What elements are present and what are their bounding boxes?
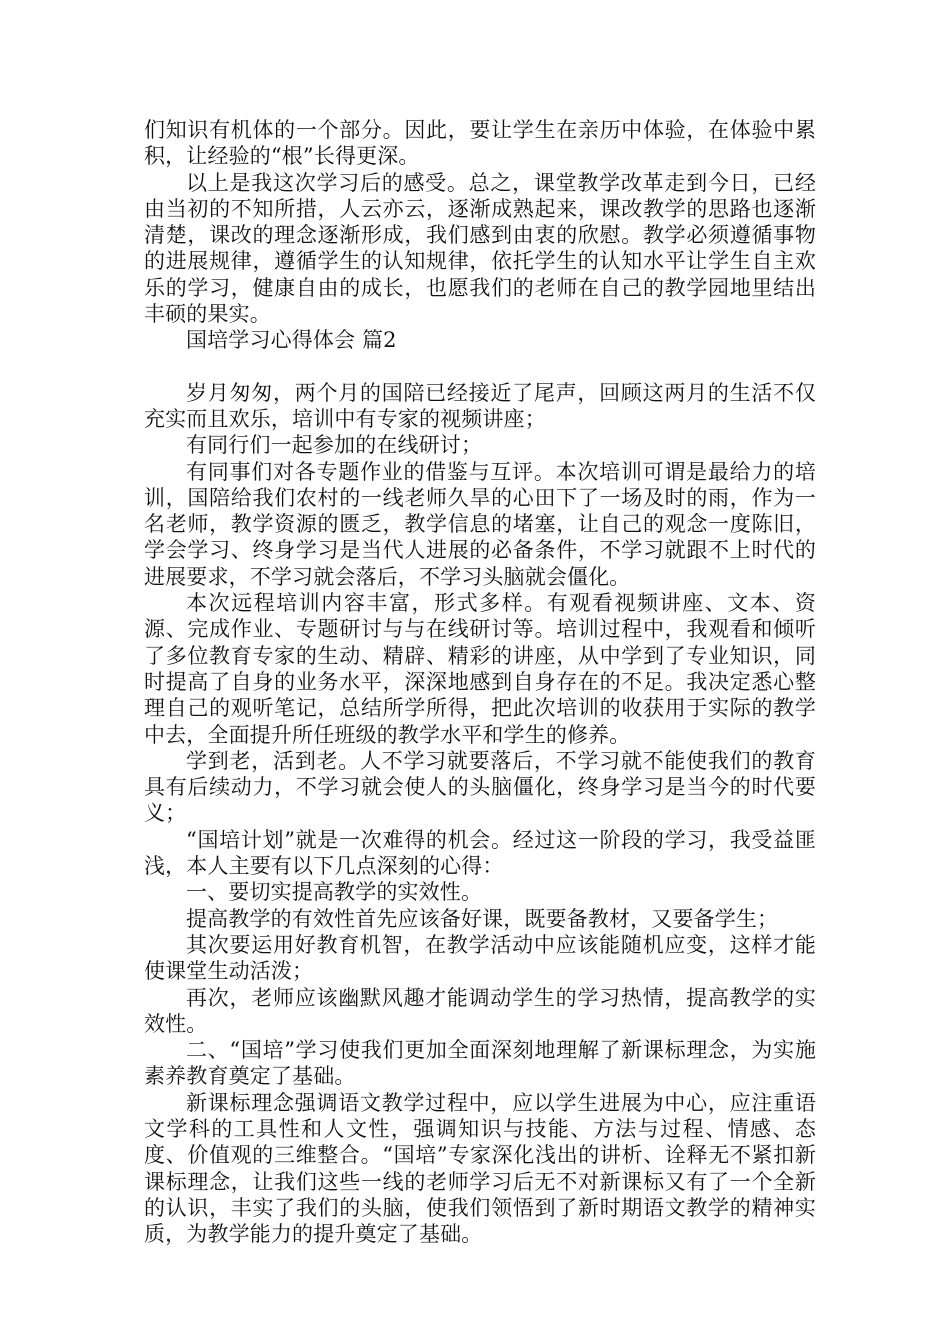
paragraph-1: 们知识有机体的一个部分。因此，要让学生在亲历中体验，在体验中累积，让经验的“根”长得更深。: [144, 118, 816, 169]
paragraph-4: 有同行们一起参加的在线研讨；: [186, 433, 483, 458]
section-title: 国培学习心得体会 篇2: [186, 328, 397, 353]
paragraph-11: 其次要运用好教育机智，在教学活动中应该能随机应变，这样才能使课堂生动活泼；: [144, 932, 816, 984]
paragraph-2: 以上是我这次学习后的感受。总之，课堂教学改革走到今日，已经由当初的不知所措，人云亦云，逐渐成熟起来，课改教学的思路也逐渐清楚，课改的理念逐渐形成，我们感到由衷的欣慰。教学必须遵循事物的进展规律，遵循学生的认知规律，依托学生的认知水平让学生自主欢乐的学习，健康自由的成长，也愿我们的老师在自己的教学园地里结出丰硕的果实。: [144, 170, 816, 327]
paragraph-14: 新课标理念强调语文教学过程中，应以学生进展为中心，应注重语文学科的工具性和人文性，强调知识与技能、方法与过程、情感、态度、价值观的三维整合。“国培”专家深化浅出的讲析、诠释无不紧扣新课标理念，让我们这些一线的老师学习后无不对新课标又有了一个全新的认识，丰实了我们的头脑，使我们领悟到了新时期语文教学的精神实质，为教学能力的提升奠定了基础。: [144, 1090, 816, 1247]
paragraph-5: 有同事们对各专题作业的借鉴与互评。本次培训可谓是最给力的培训，国陪给我们农村的一线老师久旱的心田下了一场及时的雨，作为一名老师，教学资源的匮乏，教学信息的堵塞，让自己的观念一度陈旧，学会学习、终身学习是当代人进展的必备条件，不学习就跟不上时代的进展要求，不学习就会落后，不学习头脑就会僵化。: [144, 459, 816, 589]
paragraph-8: “国培计划”就是一次难得的机会。经过这一阶段的学习，我受益匪浅，本人主要有以下几点深刻的心得：: [144, 827, 816, 879]
paragraph-7: 学到老，活到老。人不学习就要落后，不学习就不能使我们的教育具有后续动力，不学习就会使人的头脑僵化，终身学习是当今的时代要义；: [144, 748, 816, 826]
paragraph-6: 本次远程培训内容丰富，形式多样。有观看视频讲座、文本、资源、完成作业、专题研讨与与在线研讨等。培训过程中，我观看和倾听了多位教育专家的生动、精辟、精彩的讲座，从中学到了专业知识，同时提高了自身的业务水平，深深地感到自身存在的不足。我决定悉心整理自己的观听笔记，总结所学所得，把此次培训的收获用于实际的教学中去，全面提升所任班级的教学水平和学生的修养。: [144, 591, 816, 747]
paragraph-3: 岁月匆匆，两个月的国陪已经接近了尾声，回顾这两月的生活不仅充实而且欢乐，培训中有专家的视频讲座；: [144, 380, 816, 431]
document-body: [144, 117, 816, 1247]
paragraph-12: 再次，老师应该幽默风趣才能调动学生的学习热情，提高教学的实效性。: [144, 985, 816, 1036]
paragraph-13: 二、“国培”学习使我们更加全面深刻地理解了新课标理念，为实施素养教育奠定了基础。: [144, 1038, 816, 1089]
paragraph-10: 提高教学的有效性首先应该备好课，既要备教材，又要备学生；: [186, 906, 779, 931]
paragraph-9: 一、要切实提高教学的实效性。: [186, 880, 483, 905]
